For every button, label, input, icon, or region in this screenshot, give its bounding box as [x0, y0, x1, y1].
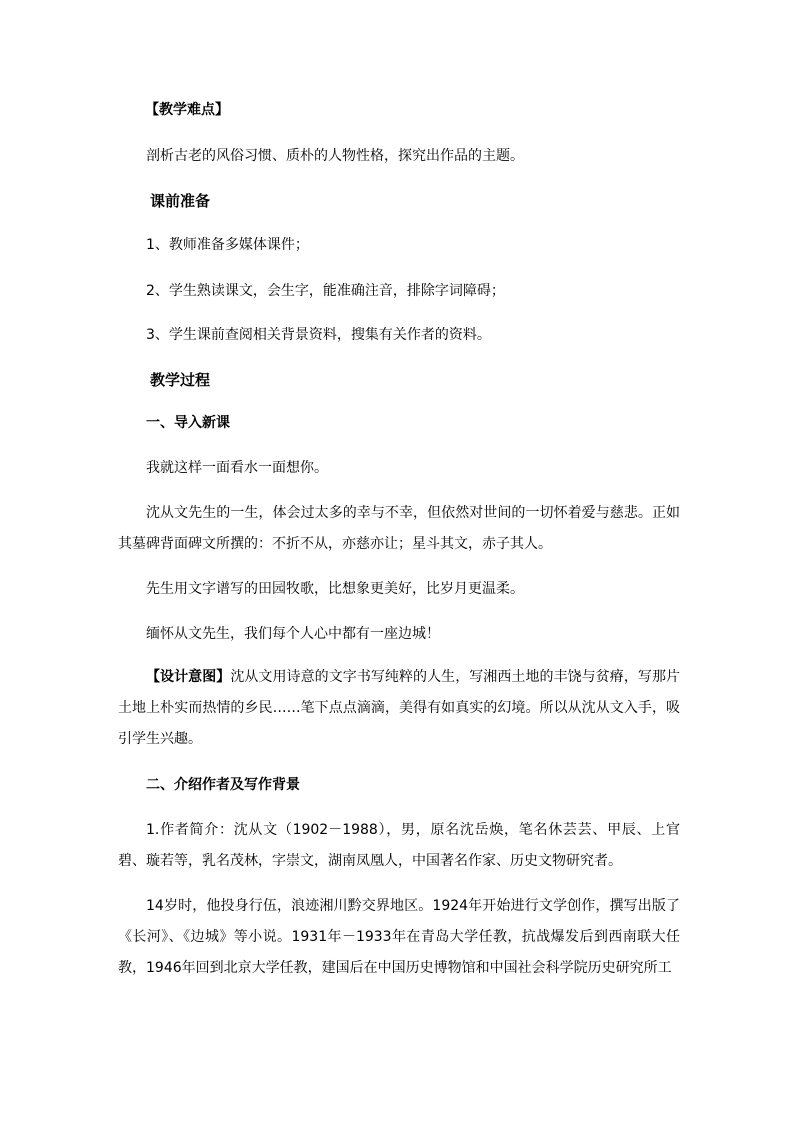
- paragraph-intro-4: 缅怀从文先生，我们每个人心中都有一座边城！: [146, 626, 440, 642]
- prep-item-2: 2、学生熟读课文，会生字，能准确注音，排除字词障碍；: [146, 283, 505, 299]
- heading-preparation: 课前准备: [150, 192, 211, 210]
- paragraph-author-1: 1.作者简介：沈从文（1902－1988），男，原名沈岳焕，笔名休芸芸、甲辰、上官碧、璇若等，乳名茂林，字崇文，湖南凤凰人，中国著名作家、历史文物研究者。: [118, 822, 680, 869]
- heading-author-background: 二、介绍作者及写作背景: [146, 777, 300, 793]
- paragraph-author-2: 14岁时，他投身行伍，浪迹湘川黔交界地区。1924年开始进行文学创作，撰写出版了《长河》、《边城》等小说。1931年－1933年在青岛大学任教，抗战爆发后到西南联大任教，1946年回到北京大学任教，建国后在中国历史博物馆和中国社会科学院历史研究所工: [118, 898, 680, 976]
- design-intent-label: 【设计意图】: [146, 669, 231, 685]
- heading-teaching-process: 教学过程: [150, 371, 211, 389]
- heading-teaching-difficulty: 【教学难点】: [145, 102, 229, 118]
- paragraph-intro-1: 我就这样一面看水一面想你。: [146, 460, 328, 476]
- prep-item-3: 3、学生课前查阅相关背景资料，搜集有关作者的资料。: [146, 327, 491, 343]
- prep-item-1: 1、教师准备多媒体课件；: [146, 237, 309, 253]
- paragraph-design-intent: [118, 662, 680, 755]
- heading-introduction: 一、导入新课: [146, 415, 230, 431]
- paragraph-intro-2: 沈从文先生的一生，体会过太多的幸与不幸，但依然对世间的一切怀着爱与慈悲。正如其墓碑背面碑文所撰的：不折不从，亦慈亦让；星斗其文，赤子其人。: [118, 505, 680, 552]
- paragraph-intro-3: 先生用文字谱写的田园牧歌，比想象更美好，比岁月更温柔。: [146, 581, 524, 597]
- design-intent-text: 沈从文用诗意的文字书写纯粹的人生，写湘西土地的丰饶与贫瘠，写那片土地上朴实而热情的乡民……笔下点点滴滴，美得有如真实的幻境。所以从沈从文入手，吸引学生兴趣。: [118, 669, 681, 747]
- paragraph-teaching-difficulty: 剖析古老的风俗习惯、质朴的人物性格，探究出作品的主题。: [146, 148, 524, 164]
